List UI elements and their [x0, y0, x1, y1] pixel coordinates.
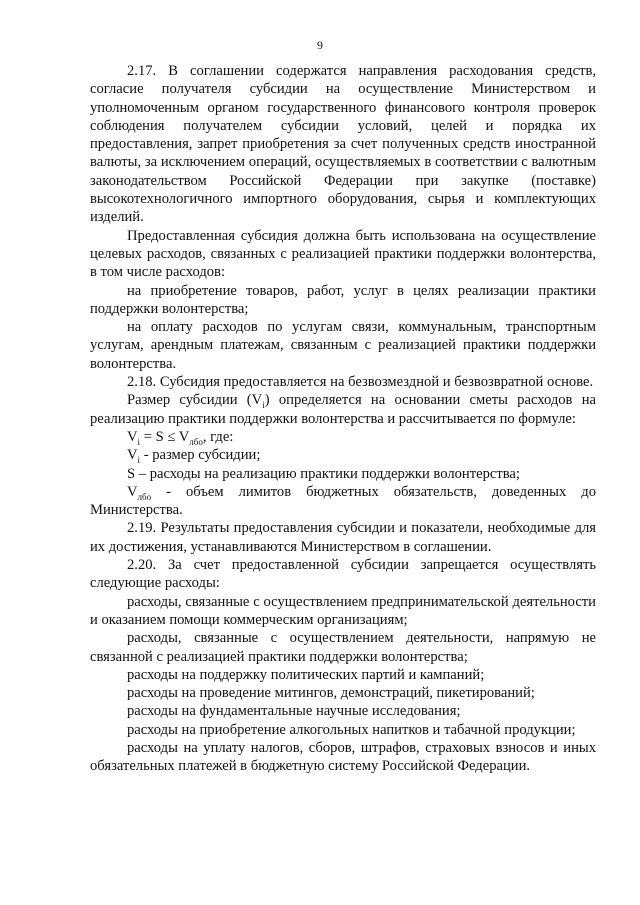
formula-middle: = S ≤ V [140, 428, 190, 445]
page-number: 9 [317, 38, 323, 52]
list-item-alcohol-tobacco: расходы на приобретение алкогольных напитков и табачной продукции; [127, 721, 576, 738]
subsidy-formula [90, 428, 596, 446]
formula-end: , где: [202, 428, 234, 445]
formula-lbo-index: лбо [189, 436, 203, 447]
paragraph-subsidy-size [90, 391, 596, 428]
list-item-unrelated-activity: расходы, связанные с осуществлением деятельности, напрямую не связанной с реализацией практики поддержки волонтерства; [90, 630, 596, 665]
definition-vlbo-index: лбо [137, 491, 152, 502]
list-item-research: расходы на фундаментальные научные исследования; [127, 703, 461, 720]
paragraph-services-payment: на оплату расходов по услугам связи, коммунальным, транспортным услугам, арендным платежам, связанным с реализацией практики поддержки волонтерства. [90, 319, 596, 372]
paragraph-2-17: 2.17. В соглашении содержатся направления расходования средств, согласие получателя субсидии на осуществление Министерством и уполномоченным органом государственного финансового контроля проверок соблюдения получателем субсидии условий, целей и порядка их предоставления, запрет приобретения за счет полученных средств иностранной валюты, за исключением операций, осуществляемых в соответствии с валютным законодательством Российской Федерации при закупке (поставке) высокотехнологичного импортного оборудования, сырья и комплектующих изделий. [90, 63, 596, 226]
subsidy-size-pre: Размер субсидии (V [127, 392, 263, 409]
formula-v-index: i [137, 436, 141, 447]
definition-vlbo-symbol: V [127, 483, 138, 500]
list-item-taxes: расходы на уплату налогов, сборов, штрафов, страховых взносов и иных обязательных платежей в бюджетную систему Российской Федерации. [90, 739, 596, 775]
list-item-entrepreneurship: расходы, связанные с осуществлением предпринимательской деятельности и оказанием помощи коммерческим организациям; [90, 593, 596, 628]
definition-vlbo-text: - объем лимитов бюджетных обязательств, доведенных до Министерства. [90, 483, 596, 519]
definition-vi-text: - размер субсидии; [140, 447, 261, 464]
definition-vi [90, 446, 596, 464]
paragraph-subsidy-use: Предоставленная субсидия должна быть использована на осуществление целевых расходов, связанных с реализацией практики поддержки волонтерства, в том числе расходов: [90, 227, 596, 281]
paragraph-2-20: 2.20. За счет предоставленной субсидии запрещается осуществлять следующие расходы: [90, 557, 596, 592]
paragraph-2-18: 2.18. Субсидия предоставляется на безвозмездной и безвозвратной основе. [127, 374, 594, 391]
list-item-rallies: расходы на проведение митингов, демонстраций, пикетирований; [127, 685, 535, 702]
definition-vi-symbol: V [127, 447, 138, 464]
definition-vi-index: i [137, 455, 141, 466]
paragraph-2-19: 2.19. Результаты предоставления субсидии и показатели, необходимые для их достижения, устанавливаются Министерством в соглашении. [90, 520, 596, 555]
subsidy-size-post: ) определяется на основании сметы расходов на реализацию практики поддержки волонтерства и рассчитывается по формуле: [90, 392, 596, 427]
document-body [90, 62, 596, 776]
list-item-political: расходы на поддержку политических партий и кампаний; [127, 666, 485, 683]
subsidy-size-sub: i [262, 400, 265, 411]
definition-vlbo [90, 483, 596, 520]
paragraph-goods-purchase: на приобретение товаров, работ, услуг в целях реализации практики поддержки волонтерства; [90, 282, 596, 317]
formula-v: V [127, 428, 138, 445]
definition-s: S – расходы на реализацию практики поддержки волонтерства; [127, 465, 520, 482]
